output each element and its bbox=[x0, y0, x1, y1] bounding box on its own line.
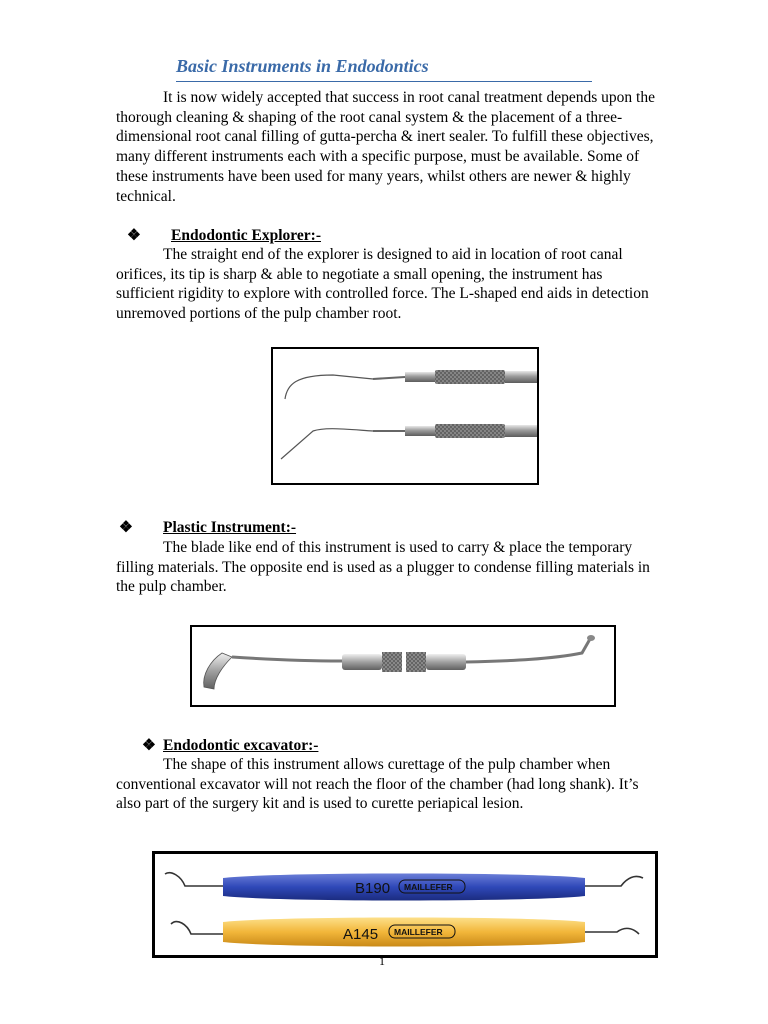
blue-brand-label: MAILLEFER bbox=[404, 882, 453, 892]
title-underline bbox=[176, 81, 592, 82]
blue-code-label: B190 bbox=[355, 880, 391, 897]
excavator-paragraph: The shape of this instrument allows curettage of the pulp chamber when conventional excavator will not reach the floor of the chamber (had long shank). It’s also part of the surgery kit and is used to curette periapical lesion. bbox=[116, 756, 639, 813]
explorer-paragraph: The straight end of the explorer is designed to aid in location of root canal orifices, its tip is sharp & able to negotiate a small opening, the instrument has sufficient rigidity to explore with controlled force. The L-shaped end aids in detection unremoved portions of the pulp chamber root. bbox=[116, 246, 649, 323]
section-heading-excavator bbox=[142, 736, 318, 756]
plastic-paragraph: The blade like end of this instrument is used to carry & place the temporary filling materials. The opposite end is used as a plugger to condense filling materials in the pulp chamber. bbox=[116, 539, 650, 596]
diamond-bullet-icon: ❖ bbox=[142, 737, 156, 754]
explorer-figure bbox=[271, 347, 539, 485]
diamond-bullet-icon: ❖ bbox=[119, 519, 133, 536]
excavator-figure bbox=[152, 851, 658, 958]
section-heading-explorer bbox=[127, 226, 321, 246]
page-title: Basic Instruments in Endodontics bbox=[176, 56, 429, 76]
section-heading-plastic bbox=[119, 518, 296, 538]
page-number: 1 bbox=[379, 954, 385, 968]
explorer-illustration bbox=[273, 349, 537, 483]
plastic-instrument-illustration bbox=[192, 627, 614, 705]
yellow-brand-label: MAILLEFER bbox=[394, 927, 443, 937]
plastic-heading-label: Plastic Instrument:- bbox=[163, 519, 297, 536]
excavator-illustration bbox=[155, 854, 655, 955]
diamond-bullet-icon: ❖ bbox=[127, 227, 141, 244]
intro-paragraph: It is now widely accepted that success in root canal treatment depends upon the thorough cleaning & shaping of the root canal system & the placement of a three- dimensional root canal filling of gutta-percha & inert sealer. To fulfill these objectives, many different instruments each with a specific purpose, must be available. Some of these instruments have been used for many years, whilst others are newer & highly technical. bbox=[116, 89, 655, 205]
excavator-heading-label: Endodontic excavator:- bbox=[163, 737, 319, 754]
plastic-instrument-figure bbox=[190, 625, 616, 707]
yellow-code-label: A145 bbox=[343, 926, 379, 943]
explorer-heading-label: Endodontic Explorer:- bbox=[171, 227, 321, 244]
